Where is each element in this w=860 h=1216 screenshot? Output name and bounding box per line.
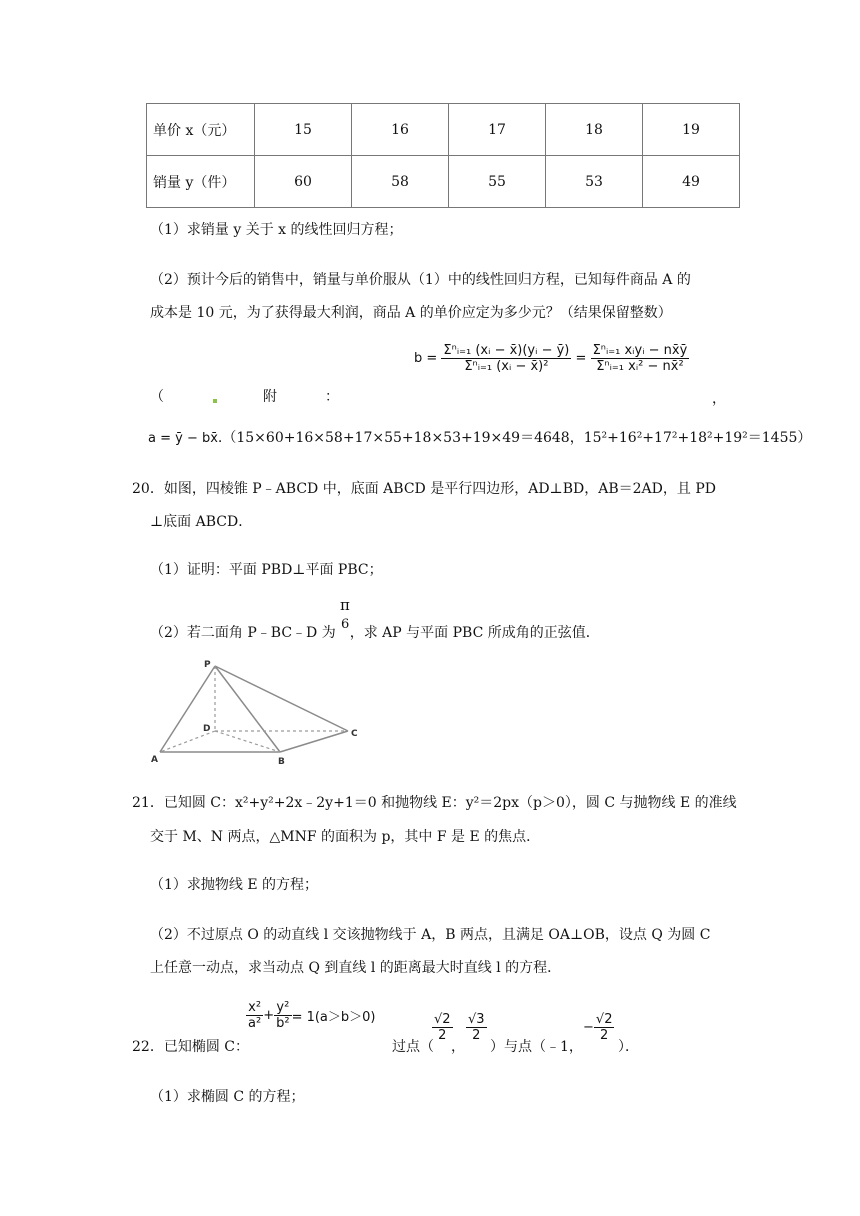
q20-part2-pre: （2）若二面角 P﹣BC﹣D 为 xyxy=(150,625,336,641)
formula-b-num2: Σⁿᵢ₌₁ xᵢyᵢ − nx̄ȳ xyxy=(592,343,688,358)
formula-b-lhs: b = xyxy=(414,351,438,366)
point1-x xyxy=(432,1012,453,1043)
eq-x-den: a² xyxy=(248,1016,262,1031)
ellipse-equation xyxy=(246,1000,376,1031)
edge-db xyxy=(215,731,280,752)
table-cell: 60 xyxy=(255,156,352,208)
table-header-sales: 销量 y（件） xyxy=(147,156,255,208)
label-a: A xyxy=(151,755,158,765)
p3-num: √2 xyxy=(595,1012,613,1027)
q21-part2-line1: （2）不过原点 O 的动直线 l 交该抛物线于 A，B 两点，且满足 OA⊥OB，设点 Q 为圆 C xyxy=(150,927,711,943)
p3-den: 2 xyxy=(600,1028,609,1043)
table-cell: 15 xyxy=(255,104,352,156)
label-c: C xyxy=(351,729,358,739)
eq-y-den: b² xyxy=(276,1016,290,1031)
table-cell: 16 xyxy=(352,104,449,156)
point2-y xyxy=(583,1012,614,1043)
p2-den: 2 xyxy=(472,1028,481,1043)
q22-passes: 过点（ xyxy=(392,1039,434,1055)
edge-da xyxy=(160,731,215,752)
formula-b-frac2 xyxy=(591,343,690,374)
regression-formula-b: b = $\frac{\text{Σⁿᵢ₌₁ (xᵢ − x̄)(yᵢ − ȳ)}}{\text{Σⁿᵢ₌₁ (xᵢ − x̄)²}}$ = $\frac{\text{Σⁿᵢ₌₁ xᵢyᵢ − nx̄ȳ}}{\text{Σⁿᵢ₌₁ xᵢ² − nx̄²}}$ xyxy=(414,343,688,374)
q22-close: ）． xyxy=(618,1039,639,1055)
q19-part1: （1）求销量 y 关于 x 的线性回归方程； xyxy=(150,222,403,238)
q20-part2 xyxy=(150,622,600,642)
q21-line2: 交于 M、N 两点，△MNF 的面积为 p，其中 F 是 E 的焦点． xyxy=(150,829,541,845)
edge-pa xyxy=(160,666,215,752)
table-row xyxy=(147,156,740,208)
p1-den: 2 xyxy=(438,1028,447,1043)
edge-pc xyxy=(215,666,348,731)
pi-symbol: π xyxy=(340,596,350,614)
table-cell: 49 xyxy=(643,156,740,208)
label-b: B xyxy=(278,757,285,767)
table-cell: 18 xyxy=(546,104,643,156)
label-d: D xyxy=(203,724,211,734)
q19-note-open: （ xyxy=(150,389,164,405)
table-cell: 17 xyxy=(449,104,546,156)
q20-part2-post: ，求 AP 与平面 PBC 所成角的正弦值． xyxy=(349,625,600,641)
mark-dot xyxy=(213,399,217,403)
q21-part1: （1）求抛物线 E 的方程； xyxy=(150,877,319,893)
formula-a: a = ȳ − bx̄ xyxy=(148,431,218,446)
q19-formula-a-line xyxy=(148,427,811,447)
q20-line1: 20．如图，四棱锥 P﹣ABCD 中，底面 ABCD 是平行四边形，AD⊥BD，AB＝2AD，且 PD xyxy=(132,481,716,497)
eq-x-num: x² xyxy=(246,1000,263,1016)
q21-part2-line2: 上任意一动点，求当动点 Q 到直线 l 的距离最大时直线 l 的方程． xyxy=(150,960,562,976)
q19-note-fu: 附 xyxy=(263,389,277,405)
q19-note-comma: ， xyxy=(712,391,726,407)
pyramid-figure xyxy=(148,656,368,772)
eq-plus: + xyxy=(263,1008,275,1023)
edge-bc xyxy=(280,731,348,752)
table-cell: 19 xyxy=(643,104,740,156)
q22-part1: （1）求椭圆 C 的方程； xyxy=(150,1089,305,1105)
q21-line1: 21．已知圆 C：x²+y²+2x﹣2y+1＝0 和抛物线 E：y²＝2px（p＞0），圆 C 与抛物线 E 的准线 xyxy=(132,795,737,811)
table-cell: 58 xyxy=(352,156,449,208)
table-row xyxy=(147,104,740,156)
formula-b-frac1 xyxy=(441,343,571,374)
q19-sums: .（15×60+16×58+17×55+18×53+19×49＝4648，15²+16²+17²+18²+19²＝1455） xyxy=(217,430,812,446)
p3-sign: − xyxy=(583,1020,594,1035)
table-cell: 55 xyxy=(449,156,546,208)
formula-b-den2: Σⁿᵢ₌₁ xᵢ² − nx̄² xyxy=(596,359,684,374)
eq-y-num: y² xyxy=(274,1000,291,1016)
point1-y xyxy=(466,1012,487,1043)
table-header-price: 单价 x（元） xyxy=(147,104,255,156)
q22-comma: ， xyxy=(451,1039,465,1055)
table-cell: 53 xyxy=(546,156,643,208)
label-p: P xyxy=(204,660,211,670)
edge-pb xyxy=(215,666,280,752)
q19-part2-line2: 成本是 10 元，为了获得最大利润，商品 A 的单价应定为多少元？（结果保留整数） xyxy=(150,305,672,321)
q19-part2-line1: （2）预计今后的销售中，销量与单价服从（1）中的线性回归方程，已知每件商品 A 的 xyxy=(150,272,691,288)
price-sales-table xyxy=(146,103,740,208)
q20-part1: （1）证明：平面 PBD⊥平面 PBC； xyxy=(150,562,383,578)
q22-and-point: ）与点（﹣1， xyxy=(490,1039,583,1055)
six-denominator: 6 xyxy=(341,617,350,632)
q20-line2: ⊥底面 ABCD． xyxy=(150,514,253,530)
q22-prefix: 22．已知椭圆 C： xyxy=(132,1039,249,1055)
p2-num: √3 xyxy=(468,1012,485,1027)
formula-b-den1: Σⁿᵢ₌₁ (xᵢ − x̄)² xyxy=(464,359,549,374)
eq-rest: = 1(a＞b＞0) xyxy=(291,1010,376,1025)
q19-note-colon: ： xyxy=(325,389,339,405)
formula-b-num1: Σⁿᵢ₌₁ (xᵢ − x̄)(yᵢ − ȳ) xyxy=(443,343,570,358)
p1-num: √2 xyxy=(434,1012,451,1027)
